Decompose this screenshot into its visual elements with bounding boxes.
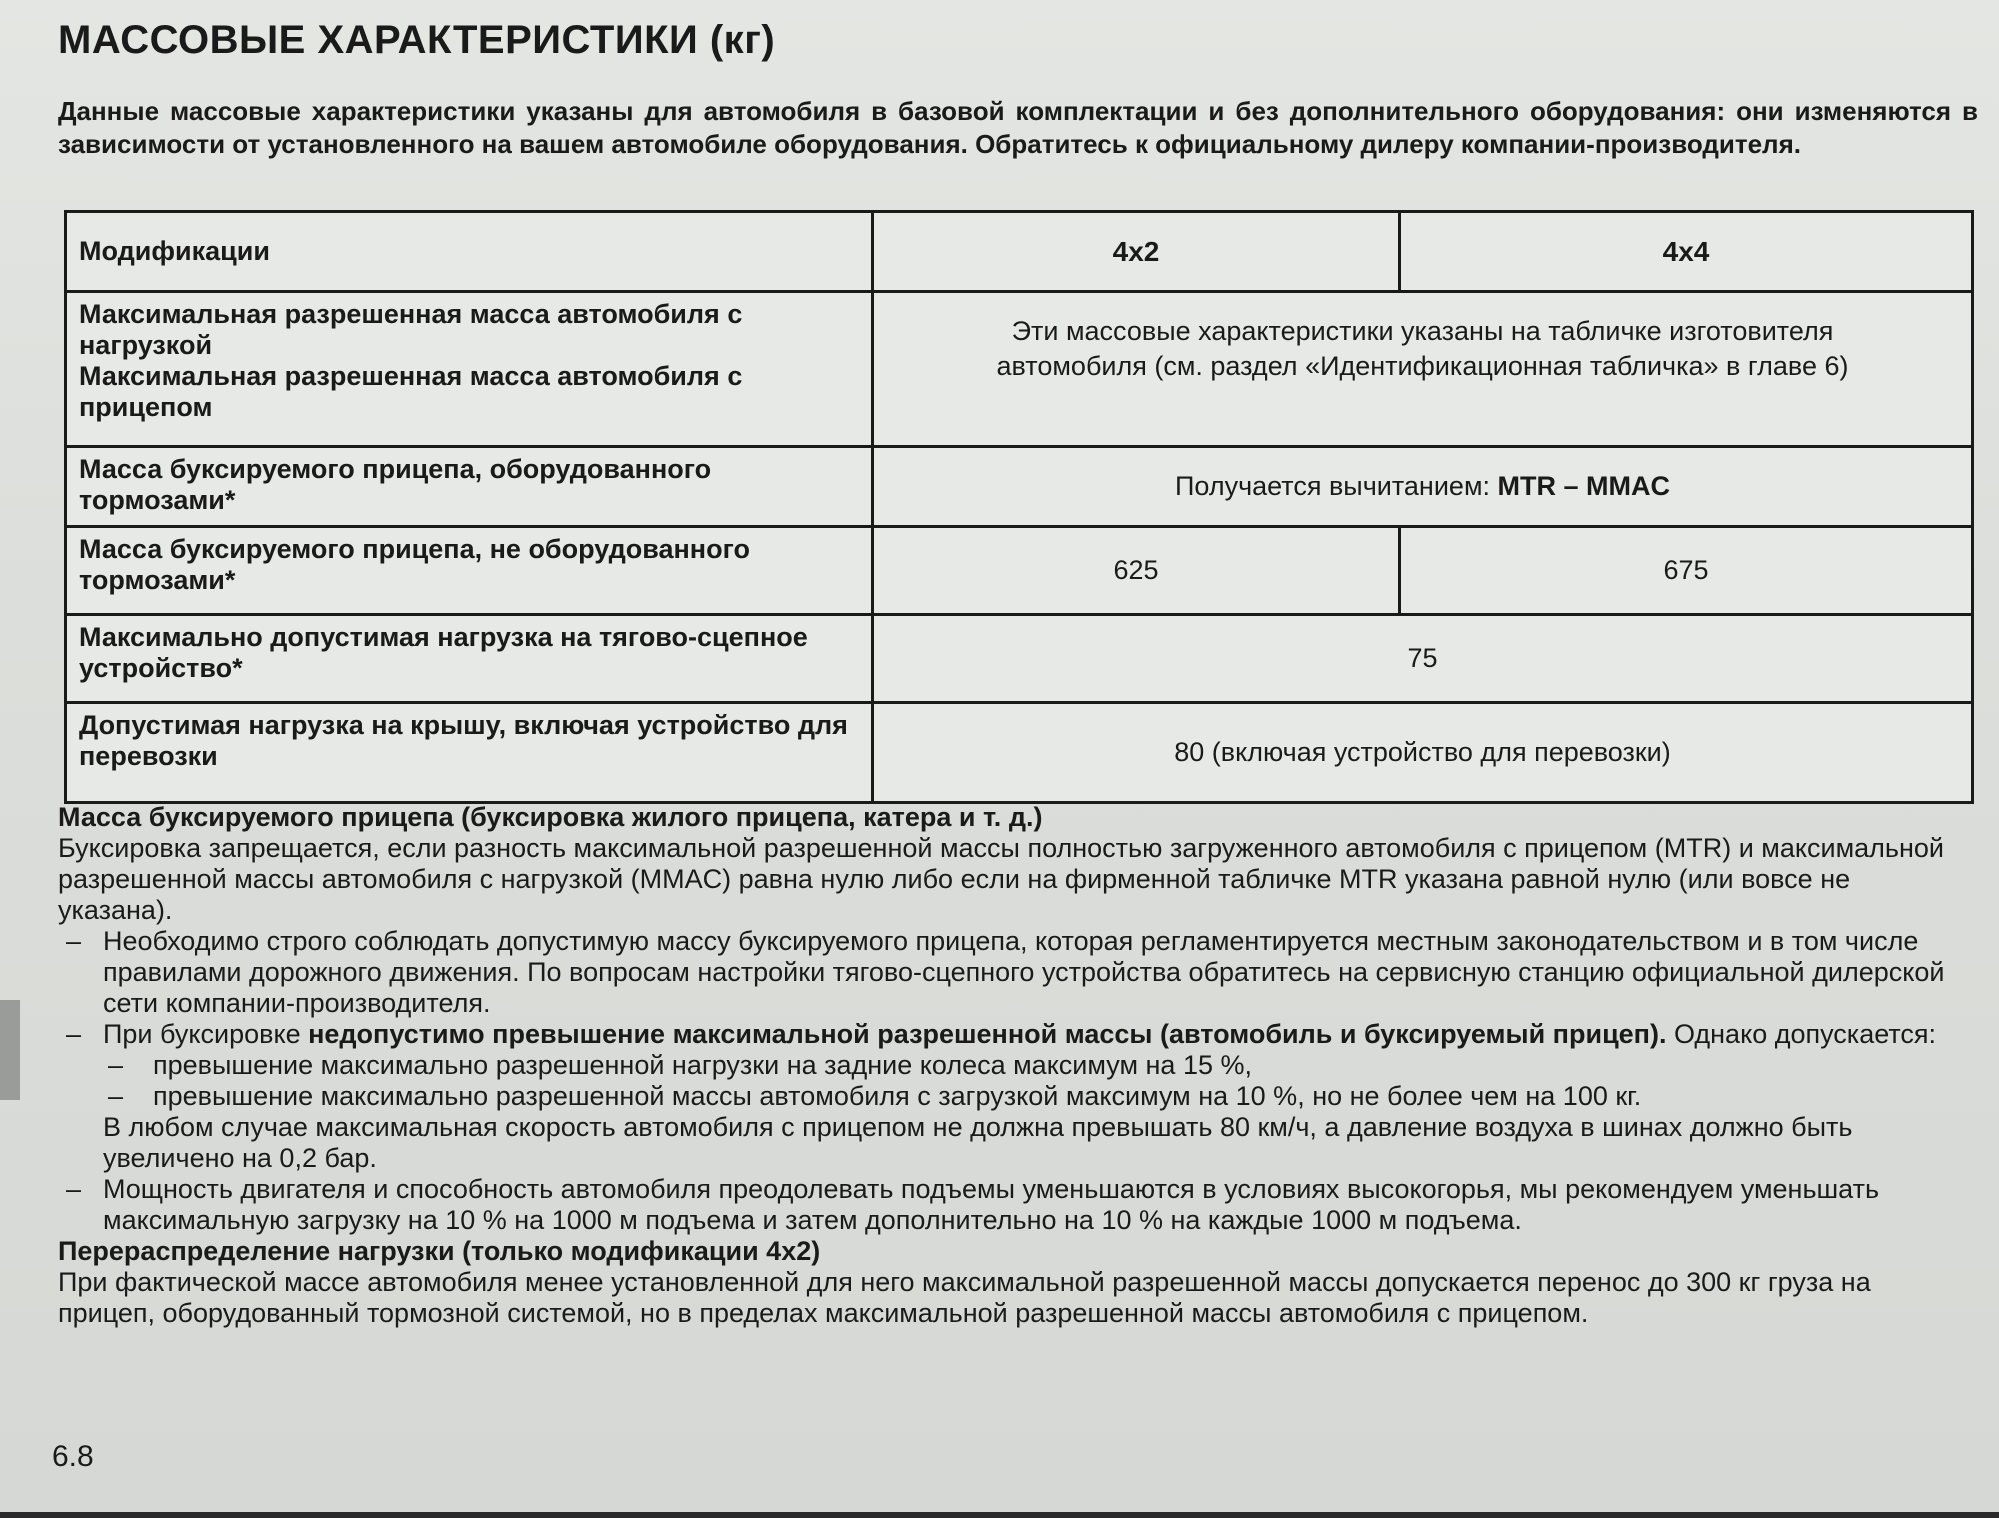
header-4x2: 4x2 [873, 212, 1400, 292]
header-4x4: 4x4 [1400, 212, 1973, 292]
page-edge-shadow [0, 1000, 20, 1100]
dash-bullet: – [108, 1050, 124, 1080]
list-item-suffix: Однако допускается: [1666, 1019, 1937, 1049]
cell-unbraked-4x4: 675 [1400, 527, 1973, 615]
cell-hitch-load: 75 [873, 615, 1973, 703]
page-title: МАССОВЫЕ ХАРАКТЕРИСТИКИ (кг) [58, 18, 776, 62]
row-label-hitch-load: Максимально допустимая нагрузка на тягово-сцепное устройство* [66, 615, 873, 703]
dash-bullet: – [66, 926, 82, 956]
list-item-bold: недопустимо превышение максимальной разрешенной массы (автомобиль и буксируемый прицеп). [308, 1019, 1667, 1049]
list-item-text: Мощность двигателя и способность автомобиля преодолевать подъемы уменьшаются в условиях высокогорья, мы рекомендуем уменьшать максимальную загрузку на 10 % на 1000 м подъема и затем дополнительно на 10 % на каждые 1000 м подъема. [103, 1174, 1880, 1235]
table-row [66, 615, 1973, 703]
list-item-prefix: При буксировке [103, 1019, 309, 1049]
table-row [66, 292, 1973, 447]
sub-list-item [58, 1050, 1968, 1081]
table-header-row [66, 212, 1973, 292]
sub-list-item-text: превышение максимально разрешенной массы автомобиля с загрузкой максимум на 10 %, но не более чем на 100 кг. [153, 1081, 1642, 1111]
table-row [66, 703, 1973, 803]
braked-trailer-prefix: Получается вычитанием: [1174, 471, 1498, 501]
row-label-roof-load: Допустимая нагрузка на крышу, включая устройство для перевозки [66, 703, 873, 803]
header-modifications: Модификации [66, 212, 873, 292]
row-label-unbraked-trailer: Масса буксируемого прицепа, не оборудованного тормозами* [66, 527, 873, 615]
body-text [58, 802, 1968, 1329]
list-item-text: Необходимо строго соблюдать допустимую массу буксируемого прицепа, которая регламентируется местным законодательством и в том числе правилами дорожного движения. По вопросам настройки тягово-сцепного устройства обратитесь на сервисную станцию официальной дилерской сети компании-производителя. [103, 926, 1945, 1018]
row-label-line: Максимальная разрешенная масса автомобиля с нагрузкой [79, 299, 743, 360]
cell-unbraked-4x2: 625 [873, 527, 1400, 615]
dash-bullet: – [66, 1019, 82, 1049]
list-item-continuation: В любом случае максимальная скорость автомобиля с прицепом не должна превышать 80 км/ч, а давление воздуха в шинах должно быть увеличено на 0,2 бар. [103, 1112, 1853, 1173]
list-item [58, 1174, 1968, 1236]
table-row [66, 527, 1973, 615]
row-label-line: Максимальная разрешенная масса автомобиля с прицепом [79, 361, 743, 422]
mass-characteristics-table [64, 210, 1974, 804]
towing-forbidden-paragraph: Буксировка запрещается, если разность максимальной разрешенной массы полностью загруженного автомобиля с прицепом (MTR) и максимальной разрешенной массы автомобиля с нагрузкой (MMAC) равна нулю либо если на фирменной табличке MTR указана равной нулю (или вовсе не указана). [58, 833, 1944, 925]
page-bottom-edge [0, 1512, 1999, 1518]
cell-max-mass-note: Эти массовые характеристики указаны на табличке изготовителя автомобиля (см. раздел «Идентификационная табличка» в главе 6) [873, 292, 1973, 447]
row-label-max-mass [66, 292, 873, 447]
redistribution-paragraph: При фактической массе автомобиля менее установленной для него максимальной разрешенной массы допускается перенос до 300 кг груза на прицеп, оборудованный тормозной системой, но в пределах максимальной разрешенной массы автомобиля с прицепом. [58, 1267, 1871, 1328]
row-label-braked-trailer: Масса буксируемого прицепа, оборудованного тормозами* [66, 447, 873, 527]
list-item [58, 926, 1968, 1019]
sub-list-item [58, 1081, 1968, 1112]
sub-list-item-text: превышение максимально разрешенной нагрузки на задние колеса максимум на 15 %, [153, 1050, 1252, 1080]
page-number: 6.8 [52, 1440, 94, 1473]
cell-roof-load: 80 (включая устройство для перевозки) [873, 703, 1973, 803]
cell-braked-trailer [873, 447, 1973, 527]
redistribution-heading: Перераспределение нагрузки (только модификации 4x2) [58, 1236, 821, 1266]
table-row [66, 447, 1973, 527]
braked-trailer-formula: MTR – MMAC [1497, 471, 1670, 501]
dash-bullet: – [108, 1081, 124, 1111]
trailer-mass-heading: Масса буксируемого прицепа (буксировка жилого прицепа, катера и т. д.) [58, 802, 1043, 832]
intro-paragraph: Данные массовые характеристики указаны для автомобиля в базовой комплектации и без дополнительного оборудования: они изменяются в зависимости от установленного на вашем автомобиле оборудования. Обратитесь к официальному дилеру компании-производителя. [58, 96, 1978, 159]
list-item [58, 1019, 1968, 1050]
dash-bullet: – [66, 1174, 82, 1204]
